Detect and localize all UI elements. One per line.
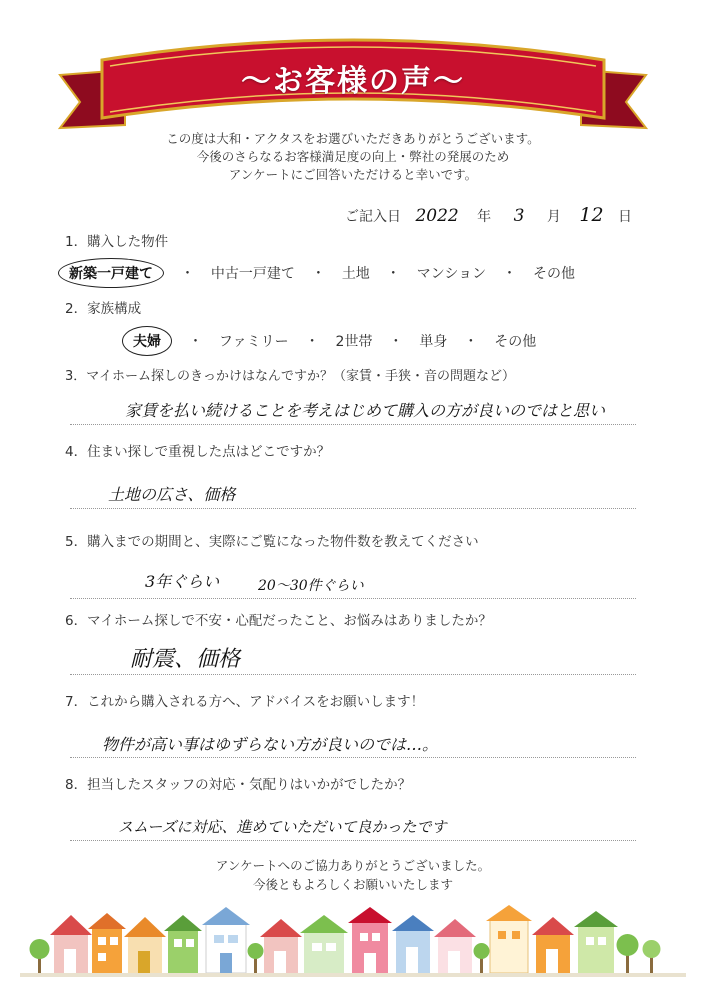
intro-line: 今後のさらなるお客様満足度の向上・弊社の発展のため <box>196 149 510 164</box>
option: ファミリー <box>218 334 289 350</box>
date-month-unit: 月 <box>546 209 561 225</box>
question-1-options: 新築一戸建て ・ 中古一戸建て ・ 土地 ・ マンション ・ その他 <box>58 258 575 288</box>
date-label: ご記入日 <box>345 209 401 225</box>
closing-line: 今後ともよろしくお願いいたします <box>252 877 453 892</box>
tree-icon <box>30 939 50 973</box>
date-row <box>345 204 632 226</box>
intro-text <box>0 130 706 184</box>
answer-line <box>70 508 636 509</box>
date-day-unit: 日 <box>618 209 632 225</box>
option: 単身 <box>419 334 448 350</box>
option: その他 <box>533 266 575 282</box>
houses-illustration <box>20 905 686 977</box>
option: その他 <box>494 334 537 350</box>
option-selected: 夫婦 <box>122 326 172 356</box>
question-3-label: 3．マイホーム探しのきっかけはなんですか？（家賃・手狭・音の問題など） <box>65 369 516 384</box>
question-8-answer: スムーズに対応、進めていただいて良かったです <box>118 818 447 836</box>
question-5-answer-period: 3年ぐらい <box>145 572 220 591</box>
date-day: 12 <box>579 204 604 226</box>
question-8-label: 8．担当したスタッフの対応・気配りはいかがでしたか？ <box>65 777 412 793</box>
house-icon <box>532 917 574 973</box>
house-icon <box>486 905 532 973</box>
option: マンション <box>416 266 487 282</box>
house-icon <box>434 919 476 973</box>
date-year-unit: 年 <box>477 209 492 225</box>
option: 中古一戸建て <box>210 266 295 282</box>
closing-line: アンケートへのご協力ありがとうございました。 <box>215 858 491 873</box>
house-icon <box>300 915 348 973</box>
question-2-label: 2．家族構成 <box>65 301 142 317</box>
option: 2世帯 <box>335 334 373 350</box>
intro-line: アンケートにご回答いただけると幸いです。 <box>228 167 478 182</box>
house-icon <box>392 915 434 973</box>
question-5-label: 5．購入までの期間と、実際にご覧になった物件数を教えてください <box>65 534 479 550</box>
question-1-label: 1．購入した物件 <box>65 234 169 250</box>
house-icon <box>348 907 392 973</box>
answer-line <box>70 757 636 758</box>
answer-line <box>70 424 636 425</box>
house-icon <box>202 907 250 973</box>
question-6-answer: 耐震、価格 <box>130 647 241 672</box>
question-3-answer: 家賃を払い続けることを考えはじめて購入の方が良いのではと思い <box>125 401 606 420</box>
tree-icon <box>474 943 490 973</box>
house-icon <box>164 915 202 973</box>
house-icon <box>260 919 302 973</box>
question-5-answer-count: 20〜30件ぐらい <box>258 578 364 594</box>
house-icon <box>574 911 618 973</box>
house-icon <box>124 917 166 973</box>
date-year: 2022 <box>415 206 459 226</box>
ground <box>20 973 686 977</box>
tree-icon <box>643 940 661 973</box>
answer-line <box>70 674 636 675</box>
house-icon <box>50 915 92 973</box>
house-icon <box>88 913 126 973</box>
date-month: 3 <box>513 206 525 226</box>
answer-line <box>70 840 636 841</box>
tree-icon <box>248 943 264 973</box>
option-selected: 新築一戸建て <box>58 258 164 288</box>
page-title: 〜お客様の声〜 <box>241 64 465 99</box>
intro-line: この度は大和・アクタスをお選びいただきありがとうございます。 <box>166 131 540 146</box>
question-2-options: 夫婦 ・ ファミリー ・ 2世帯 ・ 単身 ・ その他 <box>122 326 536 356</box>
question-7-answer: 物件が高い事はゆずらない方が良いのでは…。 <box>102 735 439 754</box>
closing-message <box>0 856 706 894</box>
question-7-label: 7．これから購入される方へ、アドバイスをお願いします！ <box>65 694 425 710</box>
option: 土地 <box>341 266 370 282</box>
question-6-label: 6．マイホーム探しで不安・心配だったこと、お悩みはありましたか？ <box>65 613 492 629</box>
answer-line <box>70 598 636 599</box>
question-4-label: 4．住まい探しで重視した点はどこですか？ <box>65 444 331 460</box>
tree-icon <box>617 934 639 973</box>
question-4-answer: 土地の広さ、価格 <box>108 485 236 504</box>
